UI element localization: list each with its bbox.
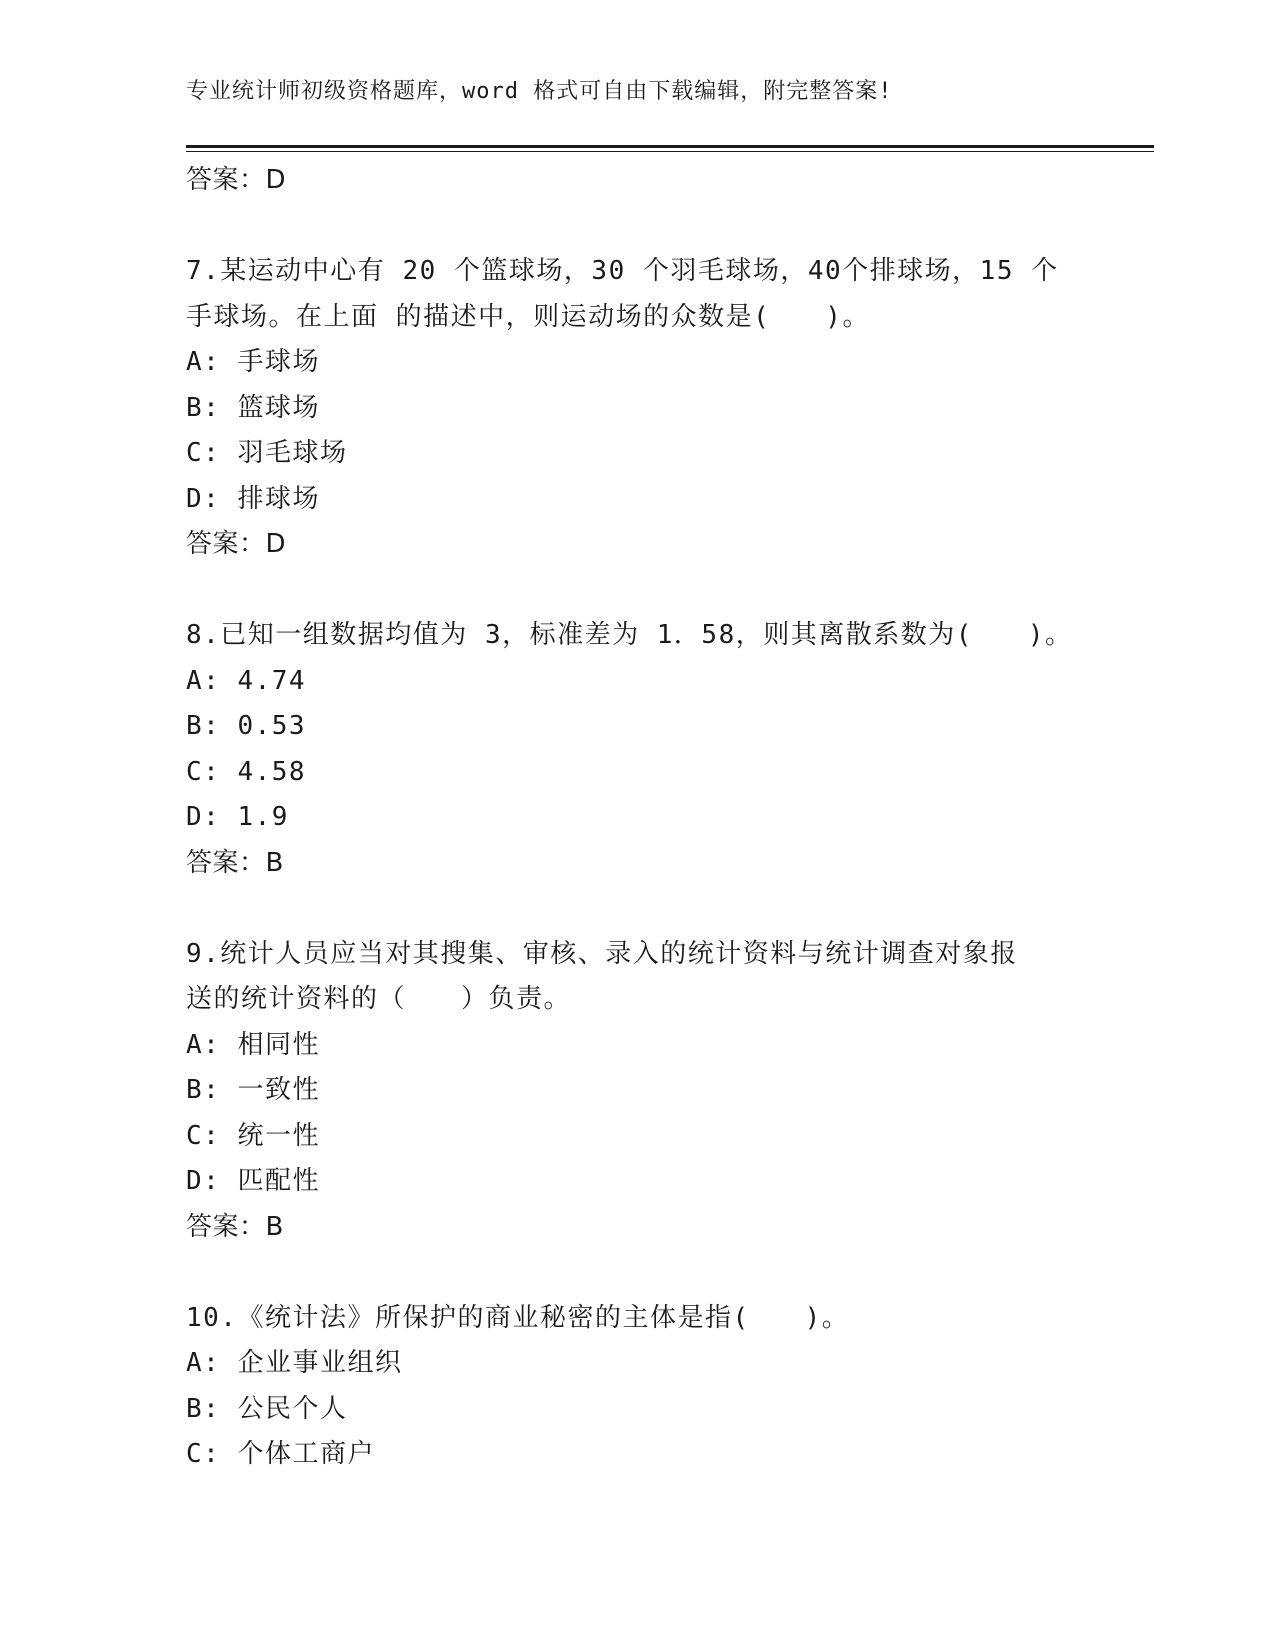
question-stem: 10.《统计法》所保护的商业秘密的主体是指( )。 [186, 1302, 850, 1333]
option-b: B: 公民个人 [186, 1393, 348, 1424]
answer-line: 答案：B [186, 1211, 284, 1242]
page-header: 专业统计师初级资格题库，word 格式可自由下载编辑，附完整答案! [186, 79, 893, 104]
option-d: D: 1.9 [186, 802, 289, 832]
option-a: A: 相同性 [186, 1029, 320, 1060]
option-c: C: 4.58 [186, 756, 307, 787]
question-stem: 7.某运动中心有 20 个篮球场，30 个羽毛球场，40个排球场，15 个 [186, 256, 1059, 286]
option-b: B: 一致性 [186, 1075, 320, 1105]
question-block [186, 249, 1066, 568]
option-b: B: 篮球场 [186, 392, 320, 423]
question-block [186, 932, 1066, 1251]
option-a: A: 企业事业组织 [186, 1348, 403, 1378]
answer-line: 答案：D [186, 165, 287, 195]
option-d: D: 排球场 [186, 483, 320, 514]
option-a: A: 手球场 [186, 347, 320, 377]
header-rule-thin [186, 151, 1154, 152]
option-b: B: 0.53 [186, 711, 307, 741]
question-stem: 8.已知一组数据均值为 3，标准差为 1．58，则其离散系数为( )。 [186, 620, 1073, 650]
option-c: C: 个体工商户 [186, 1439, 375, 1469]
option-c: C: 羽毛球场 [186, 438, 348, 468]
option-c: C: 统一性 [186, 1120, 320, 1151]
option-d: D: 匹配性 [186, 1166, 320, 1196]
answer-line: 答案：D [186, 529, 287, 559]
answer-line: 答案：B [186, 847, 284, 878]
question-stem: 送的统计资料的（ ）负责。 [186, 984, 572, 1014]
question-block [186, 1296, 1066, 1478]
option-a: A: 4.74 [186, 665, 307, 696]
document-body [186, 158, 1073, 1478]
question-stem: 9.统计人员应当对其搜集、审核、录入的统计资料与统计调查对象报 [186, 938, 1018, 969]
question-stem: 手球场。在上面 的描述中，则运动场的众数是( )。 [186, 301, 870, 332]
question-block [186, 613, 1073, 886]
header-rule-thick [186, 145, 1154, 148]
